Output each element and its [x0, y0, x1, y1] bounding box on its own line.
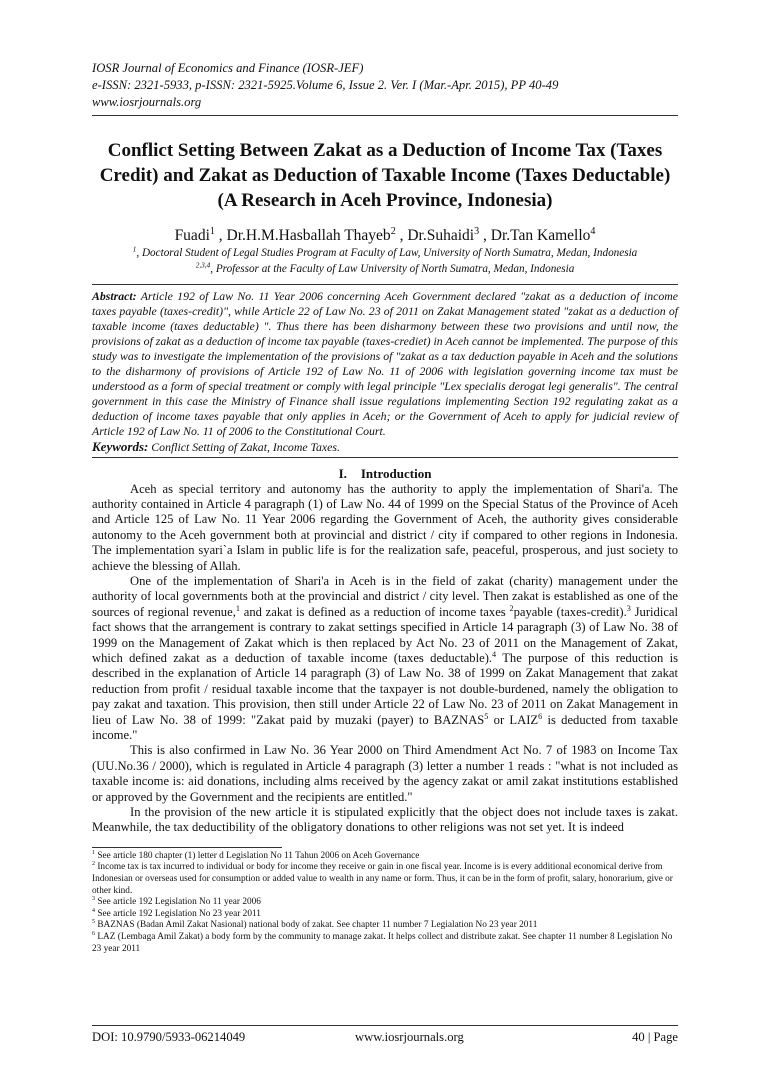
- footnote: [92, 897, 678, 909]
- keywords-label: Keywords:: [92, 438, 149, 454]
- author-name: Dr.Tan Kamello: [490, 227, 591, 244]
- paragraph: In the provision of the new article it is stipulated explicitly that the object does not include taxes is zakat. Meanwhile, the tax deductibility of the obligatory donations to other religions was not set yet. It is indeed: [92, 805, 678, 835]
- abstract: [92, 289, 678, 439]
- paragraph: This is also confirmed in Law No. 36 Year 2000 on Third Amendment Act No. 7 of 1983 on Income Tax (UU.No.36 / 2000), which is regulated in Article 4 paragraph (3) letter a number 1 reads : "what is not included as taxable income is: aid donations, including alms received by the agency zakat or amil zakat institutions established or approved by the Government and the recipients are entitled.": [92, 743, 678, 804]
- footnote-ref: 3: [626, 603, 631, 613]
- author-name: Dr.Suhaidi: [407, 227, 475, 244]
- journal-url: www.iosrjournals.org: [92, 95, 202, 109]
- footer-site: www.iosrjournals.org: [355, 1030, 464, 1044]
- footnote-number: 3: [92, 896, 96, 903]
- author-name: Dr.H.M.Hasballah Thayeb: [226, 227, 391, 244]
- paragraph-text: payable (taxes-credit).: [513, 604, 627, 619]
- footnote-text: Income tax is tax incurred to individual or body for income they receive or gain in one fiscal year. Income is is every additional economical derive from Indonesian or overseas used for consumption or added value to wealth in any name or form. Thus, it can be in the form of profit, salary, honorarium, give or other kind.: [92, 862, 673, 896]
- paragraph-text: Juridical fact shows that the arrangement is contrary to zakat settings specified in Article 14 paragraph (3) of Law No. 38 of 1999 on the Management of Zakat which is then replaced by Act No. 23 of 2011 on the Management of Zakat, which defined zakat as a deduction of taxable income (taxes deductable).: [92, 604, 679, 665]
- footnote-ref: 1: [235, 603, 240, 613]
- footnote-ref: 6: [538, 711, 543, 721]
- affiliation: [92, 246, 678, 260]
- paper-title: Conflict Setting Between Zakat as a Deduction of Income Tax (Taxes Credit) and Zakat as Deduction of Taxable Income (Taxes Deductable) (A Research in Aceh Province, Indonesia): [99, 140, 671, 211]
- author-sup: 3: [474, 225, 480, 237]
- author-list: Fuadi$^1$ , Dr.H.M.Hasballah Thayeb$^2$ , Dr.Suhaidi$^3$ , Dr.Tan Kamello$^4$: [174, 225, 596, 244]
- paragraph: [92, 574, 678, 743]
- footnote-number: 1: [92, 849, 96, 856]
- footnote-text: See article 180 chapter (1) letter d Legislation No 11 Tahun 2006 on Aceh Governance: [95, 850, 420, 861]
- affiliation-text: , Professor at the Faculty of Law University of North Sumatra, Medan, Indonesia: [210, 263, 575, 275]
- footnote-rule: [92, 847, 282, 848]
- footnote-number: 5: [92, 919, 96, 926]
- affiliation-sup: 2,3,4: [195, 261, 211, 270]
- footnote: [92, 932, 678, 955]
- section-heading: [92, 466, 678, 482]
- footnote-text: LAZ (Lembaga Amil Zakat) a body form by the community to manage zakat. It helps collect and distribute zakat. See chapter 11 number 8 Legislation No 23 year 2011: [92, 932, 673, 954]
- affiliation-sup: 1: [132, 245, 137, 254]
- footnote: [92, 920, 678, 932]
- footnote-ref: 2: [509, 603, 514, 613]
- footnote: [92, 851, 678, 863]
- footer-rule: [92, 1025, 678, 1026]
- author-sup: 4: [590, 225, 596, 237]
- author-sup: 2: [390, 225, 396, 237]
- paragraph-text: and zakat is defined as a reduction of income taxes: [239, 604, 510, 619]
- footnote: [92, 862, 678, 897]
- keywords: [92, 439, 678, 455]
- footnote-number: 2: [92, 861, 96, 868]
- abstract-bottom-rule: [92, 457, 678, 458]
- journal-header: [92, 60, 678, 111]
- abstract-top-rule: [92, 284, 678, 285]
- paragraph-text: is deducted from taxable income.": [92, 712, 678, 743]
- footnote-text: BAZNAS (Badan Amil Zakat Nasional) national body of zakat. See chapter 11 number 7 Legialation No 23 year 2011: [95, 920, 538, 931]
- section-number: I.: [338, 465, 347, 481]
- journal-name: IOSR Journal of Economics and Finance (IOSR-JEF): [92, 61, 364, 75]
- journal-issn: e-ISSN: 2321-5933, p-ISSN: 2321-5925.Volume 6, Issue 2. Ver. I (Mar.-Apr. 2015), PP 40-49: [92, 78, 559, 92]
- author-sup: 1: [209, 225, 215, 237]
- paper-page: [92, 60, 678, 955]
- paragraph-text: One of the implementation of Shari'a in Aceh is in the field of zakat (charity) management under the authority of local governments both at the provincial and district / city level. Then zakat is established as one of the sources of regional revenue,: [92, 573, 678, 619]
- footnotes: [92, 851, 678, 955]
- abstract-text: Article 192 of Law No. 11 Year 2006 concerning Aceh Government declared "zakat as a deduction of income taxes payable (taxes-credit)", while Article 22 of Law No. 23 of 2011 on Zakat Management stated "zakat as a deduction of taxable income (taxes deductable) ". Thus there has been disharmony between these two provisions and until now, the provisions of zakat as a deduction of income tax payable (taxes-crediet) in Aceh cannot be implemented. The purpose of this study was to investigate the implementation of the provisions of "zakat as a tax deduction payable in Aceh and the solutions to the disharmony of provisions of Article 192 of Law No. 11 of 2006 with legislation governing income tax must be understood as a form of special treatment or comply with legal principle "Lex specialis derogat legi generalis". The central government in this case the Ministry of Finance shall issue regulations implementing Section 192 regulating zakat as a deduction of income taxes payable that only applies in Aceh; or the Government of Aceh to apply for judicial review of Article 192 of Law No. 11 of 2006 to the Constitutional Court.: [92, 289, 679, 438]
- footnote-text: See article 192 Legislation No 11 year 2006: [95, 897, 261, 908]
- author-name: Fuadi: [174, 227, 210, 244]
- footnote-ref: 4: [492, 649, 497, 659]
- paragraph-text: or LAIZ: [488, 712, 539, 727]
- footnote-number: 6: [92, 930, 96, 937]
- keywords-text: Conflict Setting of Zakat, Income Taxes.: [151, 439, 340, 454]
- footer-doi: DOI: 10.9790/5933-06214049: [92, 1030, 246, 1044]
- footnote-number: 4: [92, 907, 96, 914]
- paragraph: Aceh as special territory and autonomy has the authority to apply the implementation of Shari'a. The authority contained in Article 4 paragraph (1) of Law No. 44 of 1999 on the Special Status of the Province of Aceh and Article 125 of Law No. 11 Year 2006 regarding the Government of Aceh, the authority gives considerable autonomy to the Aceh government both at provincial and district / city if compared to other regions in Indonesia. The implementation syari`a Islam in public life is for the realization safe, peaceful, prosperous, and just society to achieve the blessing of Allah.: [92, 481, 678, 573]
- abstract-label: Abstract:: [92, 289, 137, 303]
- section-title: Introduction: [360, 465, 432, 481]
- header-rule: [92, 115, 678, 116]
- body-text: [92, 482, 678, 836]
- footer-page-number: 40 | Page: [632, 1030, 678, 1044]
- paragraph-text: The purpose of this reduction is described in the explanation of Article 14 paragraph (3) of Law No. 38 of 1999 on Zakat Management that zakat reduction from profit / residual taxable income that the taxpayer is not double-burdened, namely the obligation to pay zakat and taxation. This provision, then still under Article 22 of Law No. 23 of 2011 on Zakat Management in lieu of Law No. 38 of 1999: "Zakat paid by muzaki (payer) to BAZNAS: [92, 651, 678, 727]
- footnote-ref: 5: [484, 711, 489, 721]
- footnote-text: See article 192 Legislation No 23 year 2011: [95, 908, 261, 919]
- affiliation: [92, 262, 678, 276]
- affiliation-text: , Doctoral Student of Legal Studies Program at Faculty of Law, University of North Sumatra, Medan, Indonesia: [136, 247, 638, 259]
- footnote: [92, 909, 678, 921]
